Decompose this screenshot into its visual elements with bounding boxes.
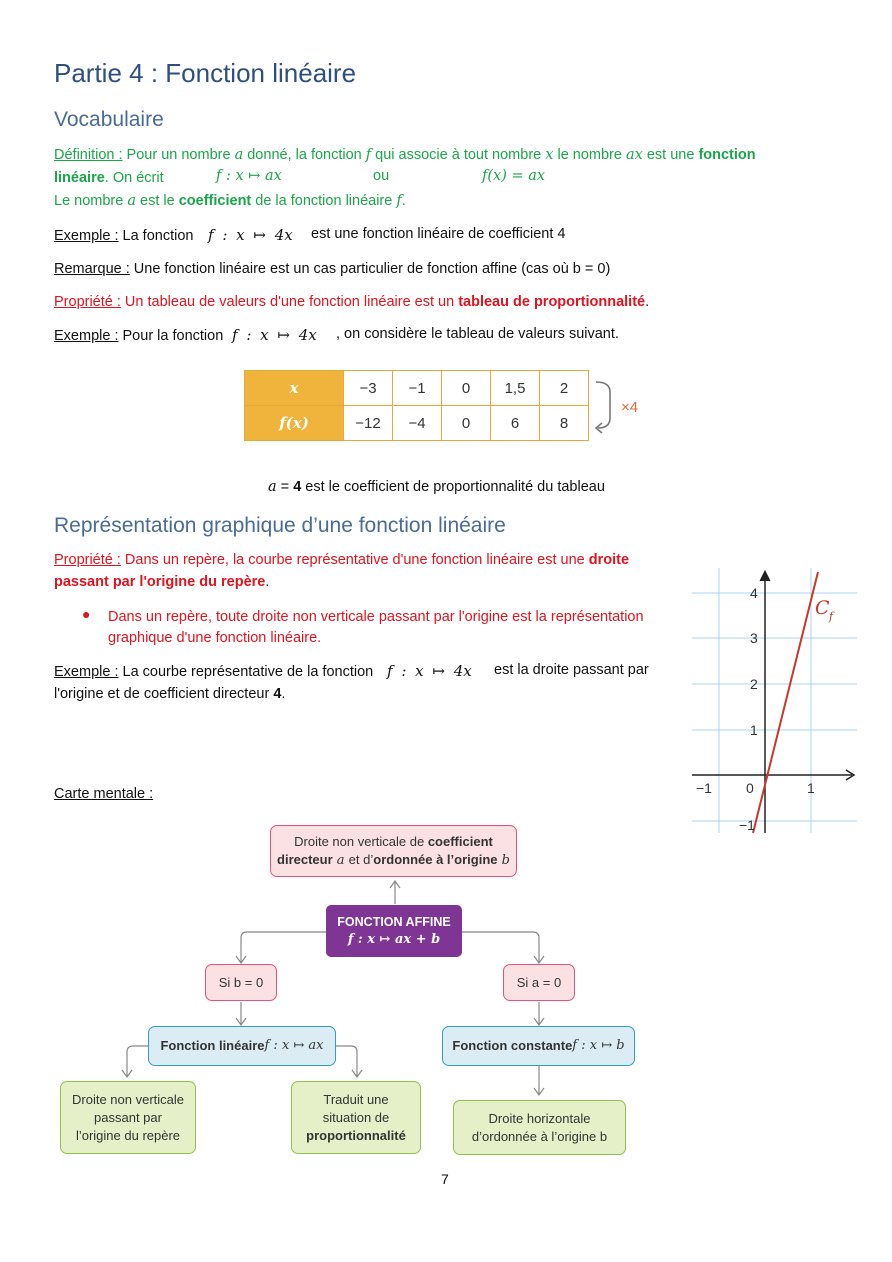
definition-label: Définition : (54, 147, 123, 163)
property-1 (54, 292, 649, 312)
text: le nombre (553, 147, 626, 163)
svg-text:1: 1 (750, 722, 758, 738)
formula-mapping: f : x ↦ ax (216, 168, 282, 184)
table-cell: 0 (442, 406, 491, 441)
multiplier-arrow-icon (594, 378, 620, 438)
text: . (281, 686, 286, 702)
table-cell: 6 (491, 406, 540, 441)
bold-term: fonction (698, 147, 756, 163)
table-cell: −1 (393, 371, 442, 406)
bold-term: Fonction linéaire (160, 1038, 265, 1053)
math-a: a (234, 147, 244, 163)
example-3-line-2 (54, 684, 285, 704)
table-cell: 1,5 (491, 371, 540, 406)
remark-label: Remarque : (54, 261, 130, 277)
table-row-x (245, 371, 589, 406)
bold-term: tableau de proportionnalité (458, 294, 646, 310)
box-line: l’origine du repère (75, 1127, 181, 1143)
property-2-line-2 (54, 572, 269, 592)
math-ax: ax (625, 147, 643, 163)
box-line: Droite horizontale (488, 1110, 591, 1126)
text: est le (136, 193, 179, 209)
mindmap-box-if-b-zero: Si b = 0 (205, 964, 277, 1001)
mindmap-label: Carte mentale : (54, 786, 154, 802)
text: La fonction (118, 228, 194, 244)
bullet-line-2: graphique d'une fonction linéaire. (108, 630, 322, 646)
mindmap-box-affine-graph (270, 825, 517, 877)
text: Le nombre (54, 193, 128, 209)
table-cell: −3 (344, 371, 393, 406)
page-number: 7 (441, 1171, 449, 1187)
bold-term: ordonnée à l’origine (373, 851, 498, 867)
bold-term: proportionnalité (306, 1127, 406, 1143)
box-line (277, 851, 510, 870)
formula-4x: f : x ↦ 4x (387, 662, 472, 680)
svg-text:C: C (815, 597, 830, 619)
table-cell: 8 (540, 406, 589, 441)
svg-text:2: 2 (750, 676, 758, 692)
bold-term: linéaire (54, 170, 105, 186)
example-1 (54, 226, 193, 246)
definition-line-1 (54, 145, 756, 165)
table-cell: −12 (344, 406, 393, 441)
center-title: FONCTION AFFINE (337, 915, 451, 929)
mindmap-box-fonction-affine (326, 905, 462, 957)
multiplier-label: ×4 (621, 399, 639, 416)
box-line: passant par (94, 1109, 162, 1125)
svg-text:−1: −1 (739, 817, 755, 833)
math-b: b (497, 852, 510, 868)
text: Pour la fonction (118, 328, 224, 344)
table-cell: 2 (540, 371, 589, 406)
definition-line-2 (54, 168, 164, 188)
bold-term: Fonction constante (452, 1038, 573, 1053)
y-axis-arrow-icon (760, 571, 770, 581)
box-line: d’ordonnée à l’origine b (471, 1128, 608, 1144)
value-table (244, 370, 589, 441)
text: est une (642, 147, 699, 163)
example-label: Exemple : (54, 328, 119, 344)
remark (54, 259, 610, 279)
table-cell: 0 (442, 371, 491, 406)
svg-text:f: f (829, 610, 834, 623)
example-3-tail: est la droite passant par (494, 662, 649, 678)
property-label: Propriété : (54, 294, 121, 310)
text: Dans un repère, la courbe représentative d'une fonction linéaire est une (120, 552, 589, 568)
bold-term: coefficient (178, 193, 252, 209)
text: donné, la fonction (243, 147, 366, 163)
mindmap-box-fonction-constante (442, 1026, 635, 1066)
text: Pour un nombre (122, 147, 235, 163)
text: l'origine et de coefficient directeur (54, 686, 274, 702)
text: Un tableau de valeurs d'une fonction linéaire est un (120, 294, 459, 310)
svg-text:0: 0 (746, 780, 754, 796)
mindmap-box-fonction-lineaire (148, 1026, 336, 1066)
math-formula: f : x ↦ ax (264, 1038, 324, 1053)
mindmap-box-droite-origine (60, 1081, 196, 1154)
bold-term: passant par l'origine du repère (54, 574, 266, 590)
svg-text:3: 3 (750, 630, 758, 646)
math-f: f (365, 147, 372, 163)
math-f: f (396, 193, 402, 209)
text: La courbe représentative de la fonction (118, 664, 374, 680)
math-a: a (268, 479, 277, 495)
row-header-x: x (245, 371, 344, 406)
bullet-icon: ● (82, 606, 91, 622)
box-line: Traduit une (323, 1091, 389, 1107)
text: . (645, 294, 650, 310)
section-heading-graph: Représentation graphique d’une fonction linéaire (54, 514, 506, 537)
svg-text:−1: −1 (696, 780, 712, 796)
formula-4x: f : x ↦ 4x (208, 226, 293, 244)
page-title: Partie 4 : Fonction linéaire (54, 58, 357, 88)
mindmap-box-if-a-zero: Si a = 0 (503, 964, 575, 1001)
example-2-tail: , on considère le tableau de valeurs suivant. (336, 326, 619, 342)
math-a: a (332, 852, 349, 868)
svg-text:1: 1 (807, 780, 815, 796)
property-label: Propriété : (54, 552, 121, 568)
section-heading-vocabulaire: Vocabulaire (54, 108, 164, 131)
bold-term: coefficient (427, 833, 493, 849)
center-formula: f : x ↦ ax + b (347, 932, 441, 947)
bold-term: directeur (277, 851, 333, 867)
text: Une fonction linéaire est un cas particulier de fonction affine (cas où b = 0) (129, 261, 611, 277)
table-cell: −4 (393, 406, 442, 441)
bullet-line-1: Dans un repère, toute droite non verticale passant par l'origine est la représentation (108, 609, 644, 625)
formula-4x: f : x ↦ 4x (232, 326, 317, 344)
mindmap-box-proportionnalite (291, 1081, 421, 1154)
text: . On écrit (104, 170, 164, 186)
ou-text: ou (373, 168, 390, 184)
bold-value: 4 (293, 479, 302, 495)
coefficient-note (268, 479, 605, 495)
example-label: Exemple : (54, 228, 119, 244)
text: et d’ (348, 851, 374, 867)
text: = (276, 479, 294, 495)
linear-function-graph (692, 568, 857, 833)
text: Droite non verticale de (294, 833, 428, 849)
property-2-line-1 (54, 550, 629, 570)
bold-value: 4 (273, 686, 282, 702)
box-line: situation de (322, 1109, 390, 1125)
text: est le coefficient de proportionnalité du tableau (301, 479, 605, 495)
bold-term: droite (588, 552, 630, 568)
row-header-fx: f(x) (245, 406, 344, 441)
example-label: Exemple : (54, 664, 119, 680)
math-x: x (545, 147, 554, 163)
example-1-tail: est une fonction linéaire de coefficient 4 (311, 226, 566, 242)
box-line (294, 833, 493, 851)
mindmap-box-droite-horizontale (453, 1100, 626, 1155)
text: . (265, 574, 270, 590)
text: de la fonction linéaire (251, 193, 397, 209)
math-a: a (127, 193, 137, 209)
text: qui associe à tout nombre (371, 147, 546, 163)
math-formula: f : x ↦ b (572, 1038, 625, 1053)
definition-line-3 (54, 191, 406, 211)
table-row-fx (245, 406, 589, 441)
formula-equation: f(x) = ax (482, 168, 546, 184)
example-3-line-1 (54, 662, 373, 682)
box-line: Droite non verticale (72, 1091, 184, 1107)
example-2 (54, 326, 223, 346)
svg-text:4: 4 (750, 585, 758, 601)
text: . (401, 193, 406, 209)
